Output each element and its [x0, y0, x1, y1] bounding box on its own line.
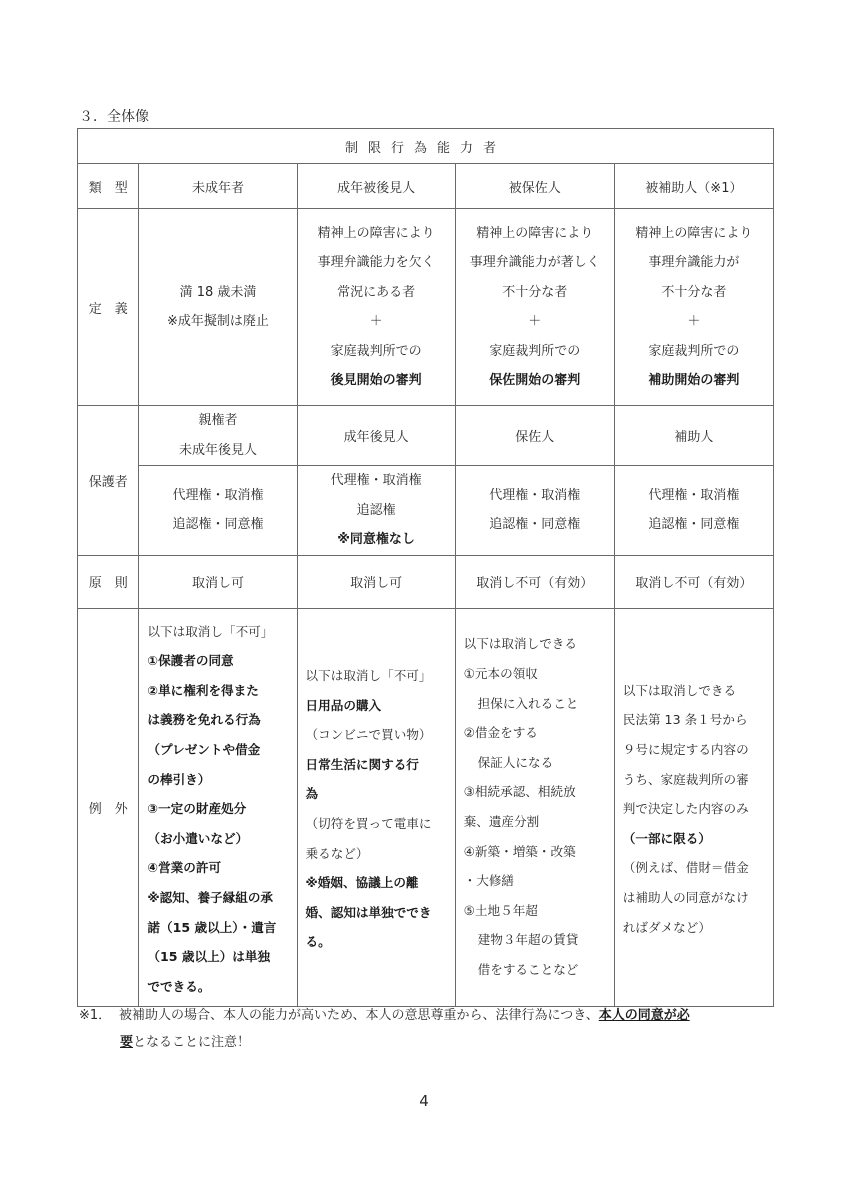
definition-line: ＋	[687, 314, 701, 329]
exception-line: うち、家庭裁判所の審	[622, 771, 749, 787]
exception-line: ②単に権利を得また	[147, 682, 259, 698]
principle-adult-ward: 取消し可	[297, 555, 455, 608]
definition-line: 家庭裁判所での	[330, 343, 422, 359]
exception-line: 以下は取消し「不可」	[305, 668, 432, 684]
footnote-continuation	[79, 1029, 779, 1056]
exception-line: 日常生活に関する行	[305, 756, 419, 772]
type-row	[78, 164, 774, 209]
rights-line: 代理権・取消権	[489, 487, 581, 503]
exception-line: （例えば、借財＝借金	[622, 860, 749, 876]
table-title-row	[78, 129, 774, 164]
exception-line: 棄、遺産分割	[463, 814, 540, 829]
definition-line: 不十分な者	[661, 284, 727, 300]
rights-line: 追認権・同意権	[489, 517, 581, 533]
exception-line: ④新築・増築・改築	[463, 843, 576, 859]
page-number: 4	[419, 1092, 429, 1110]
definition-line: 精神上の障害により	[317, 225, 435, 241]
definition-line: 精神上の障害により	[476, 225, 594, 241]
exception-line: る。	[305, 934, 331, 950]
row-label-principle: 原 則	[78, 555, 139, 608]
row-label-definition: 定 義	[78, 209, 139, 406]
exception-line: 為	[305, 786, 319, 802]
row-label-guardian: 保護者	[78, 406, 139, 556]
exception-line: 婚、認知は単独ででき	[305, 904, 432, 920]
definition-line: 満 18 歳未満	[179, 284, 257, 300]
definition-line: 事理弁識能力を欠く	[317, 255, 435, 270]
exception-line: 民法第 13 条１号から	[622, 712, 748, 728]
exception-line: ①元本の領収	[463, 666, 538, 682]
restricted-capacity-table	[77, 128, 774, 1007]
definition-person-under-curatorship	[455, 209, 614, 406]
footnote-text: となることに注意！	[133, 1035, 251, 1050]
exception-minor	[139, 608, 297, 1006]
definition-minor	[139, 209, 297, 406]
row-label-exception: 例 外	[78, 608, 139, 1006]
definition-line: 家庭裁判所での	[489, 343, 581, 359]
type-minor: 未成年者	[139, 164, 297, 209]
definition-line: 事理弁識能力が著しく	[469, 255, 600, 270]
exception-assistance	[614, 608, 773, 1006]
exception-line: 以下は取消し「不可」	[147, 623, 274, 639]
guardian-assistant: 補助人	[614, 406, 773, 466]
exception-line: 諾（15 歳以上）・遺言	[147, 919, 277, 935]
footnote-emphasis: 要	[120, 1035, 134, 1050]
exception-line: ※婚姻、協議上の離	[305, 875, 419, 891]
rights-line: 代理権・取消権	[172, 487, 264, 503]
footnote	[79, 1002, 779, 1056]
guardian-curator: 保佐人	[455, 406, 614, 466]
guardian-minor	[139, 406, 297, 466]
exception-line: 以下は取消しできる	[622, 682, 737, 698]
exception-row	[78, 608, 774, 1006]
guardian-adult-ward: 成年後見人	[297, 406, 455, 466]
rights-adult-ward	[297, 466, 455, 556]
exception-line: ②借金をする	[463, 725, 538, 741]
exception-line: ９号に規定する内容の	[622, 742, 749, 758]
footnote-emphasis: 本人の同意が必	[598, 1008, 690, 1023]
exception-line: （お小遣いなど）	[147, 830, 249, 846]
exception-line: （切符を買って電車に	[305, 816, 432, 831]
definition-line: ＋	[528, 314, 542, 329]
rights-minor	[139, 466, 297, 556]
principle-minor: 取消し可	[139, 555, 297, 608]
definition-line: 不十分な者	[502, 284, 568, 300]
exception-line: の棒引き）	[147, 771, 211, 787]
exception-line: 建物３年超の賃貸	[477, 932, 579, 948]
footnote-text: 被補助人の場合、本人の能力が高いため、本人の意思尊重から、法律行為につき、	[119, 1008, 599, 1023]
guardian-name: 未成年後見人	[178, 442, 257, 458]
definition-line: 家庭裁判所での	[648, 343, 740, 359]
rights-line: 追認権	[356, 502, 396, 518]
rights-line: 代理権・取消権	[648, 487, 740, 503]
exception-line: 日用品の購入	[305, 697, 382, 713]
type-person-under-assistance: 被補助人（※1）	[614, 164, 773, 209]
exception-line: ③相続承認、相続放	[463, 784, 576, 800]
rights-curatorship	[455, 466, 614, 556]
principle-assistance: 取消し不可（有効）	[614, 555, 773, 608]
exception-line: ④営業の許可	[147, 860, 222, 876]
definition-emphasis: 補助開始の審判	[648, 373, 740, 388]
rights-assistance	[614, 466, 773, 556]
exception-line: は義務を免れる行為	[147, 712, 261, 728]
exception-line: 判で決定した内容のみ	[622, 801, 749, 817]
exception-line: （15 歳以上）は単独	[147, 949, 271, 965]
definition-emphasis: 保佐開始の審判	[489, 373, 581, 388]
exception-line: ③一定の財産処分	[147, 801, 247, 817]
definition-line: 事理弁識能力が	[648, 255, 740, 270]
principle-curatorship: 取消し不可（有効）	[455, 555, 614, 608]
exception-line: ①保護者の同意	[147, 653, 234, 669]
exception-line: （一部に限る）	[622, 830, 711, 846]
exception-line: 保証人になる	[477, 754, 554, 770]
exception-line: ※認知、養子縁組の承	[147, 889, 274, 905]
rights-line: 追認権・同意権	[648, 517, 740, 533]
exception-line: 担保に入れること	[477, 695, 579, 711]
exception-line: 借をすることなど	[477, 961, 579, 977]
exception-line: は補助人の同意がなけ	[622, 889, 749, 905]
table-title: 制限行為能力者	[78, 129, 774, 164]
guardian-rights-row	[78, 466, 774, 556]
exception-line: （プレゼントや借金	[147, 742, 261, 758]
exception-adult-ward	[297, 608, 455, 1006]
exception-line: ⑤土地５年超	[463, 902, 538, 918]
exception-curatorship	[455, 608, 614, 1006]
exception-line: ればダメなど）	[622, 919, 711, 935]
rights-line: 代理権・取消権	[330, 473, 422, 488]
definition-person-under-assistance	[614, 209, 773, 406]
definition-emphasis: 後見開始の審判	[330, 373, 422, 388]
exception-line: でできる。	[147, 978, 211, 994]
guardian-name: 親権者	[198, 413, 238, 428]
definition-adult-ward	[297, 209, 455, 406]
exception-line: 乗るなど）	[305, 845, 369, 861]
exception-line: （コンビニで買い物）	[305, 727, 432, 743]
definition-row	[78, 209, 774, 406]
guardian-name-row	[78, 406, 774, 466]
exception-line: ・大修繕	[463, 873, 515, 889]
exception-line: 以下は取消しできる	[463, 636, 577, 652]
type-person-under-curatorship: 被保佐人	[455, 164, 614, 209]
section-title: ３．全体像	[79, 109, 149, 125]
footnote-label: ※1．	[79, 1008, 112, 1023]
definition-line: ＋	[369, 314, 383, 329]
definition-line: 精神上の障害により	[635, 225, 753, 241]
row-label-type: 類 型	[78, 164, 139, 209]
definition-line: ※成年擬制は廃止	[167, 314, 269, 329]
rights-emphasis: ※同意権なし	[337, 532, 415, 547]
rights-line: 追認権・同意権	[172, 517, 264, 533]
type-adult-ward: 成年被後見人	[297, 164, 455, 209]
definition-line: 常況にある者	[337, 284, 416, 300]
principle-row	[78, 555, 774, 608]
